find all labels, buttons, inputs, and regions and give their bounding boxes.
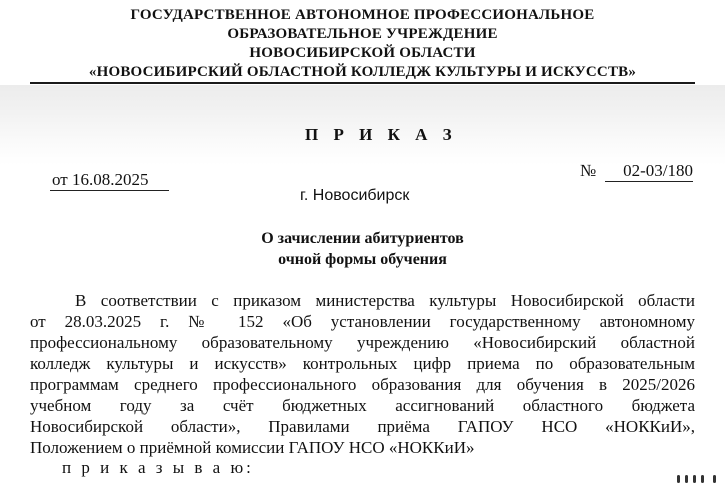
- body-line-3: профессиональному образовательному учреждению «Новосибирский областной: [30, 333, 695, 352]
- decree-heading: п р и к а з ы в а ю:: [62, 458, 254, 477]
- body-line-8: Положением о приёмной комиссии ГАПОУ НСО «НОККиИ»: [30, 438, 475, 457]
- header-line-3: НОВОСИБИРСКОЙ ОБЛАСТИ: [249, 45, 476, 61]
- header-line-4: «НОВОСИБИРСКИЙ ОБЛАСТНОЙ КОЛЛЕДЖ КУЛЬТУРЫ И ИСКУССТВ»: [88, 64, 637, 80]
- cut-off-text-fragment: [655, 470, 725, 483]
- document-city: г. Новосибирск: [300, 187, 410, 204]
- document-number-label: №: [580, 161, 597, 180]
- header-line-2: ОБРАЗОВАТЕЛЬНОЕ УЧРЕЖДЕНИЕ: [227, 26, 498, 42]
- document-title: П Р И К А З: [305, 125, 458, 144]
- document-date: от 16.08.2025: [50, 170, 169, 191]
- body-line-6: учебном году за счёт бюджетных ассигнований областного бюджета: [30, 396, 695, 415]
- institution-header: [0, 6, 725, 82]
- subject-line-1: О зачислении абитуриентов: [261, 230, 464, 247]
- document-body: [30, 290, 695, 458]
- header-divider: [30, 82, 695, 84]
- body-line-2: от 28.03.2025 г. № 152 «Об установлении государственному автономному: [30, 312, 695, 331]
- subject-line-2: очной формы обучения: [278, 251, 447, 268]
- body-line-4: колледж культуры и искусств» контрольных цифр приема по образовательным: [30, 354, 695, 373]
- body-line-5: программам среднего профессионального образования для обучения в 2025/2026: [30, 375, 695, 394]
- body-line-1: В соответствии с приказом министерства культуры Новосибирской области: [75, 291, 695, 310]
- document-subject: [0, 228, 725, 270]
- document-number: 02-03/180: [605, 161, 693, 182]
- header-line-1: ГОСУДАРСТВЕННОЕ АВТОНОМНОЕ ПРОФЕССИОНАЛЬНОЕ: [130, 7, 595, 23]
- body-line-7: Новосибирской области», Правилами приёма ГАПОУ НСО «НОККиИ»,: [30, 417, 695, 436]
